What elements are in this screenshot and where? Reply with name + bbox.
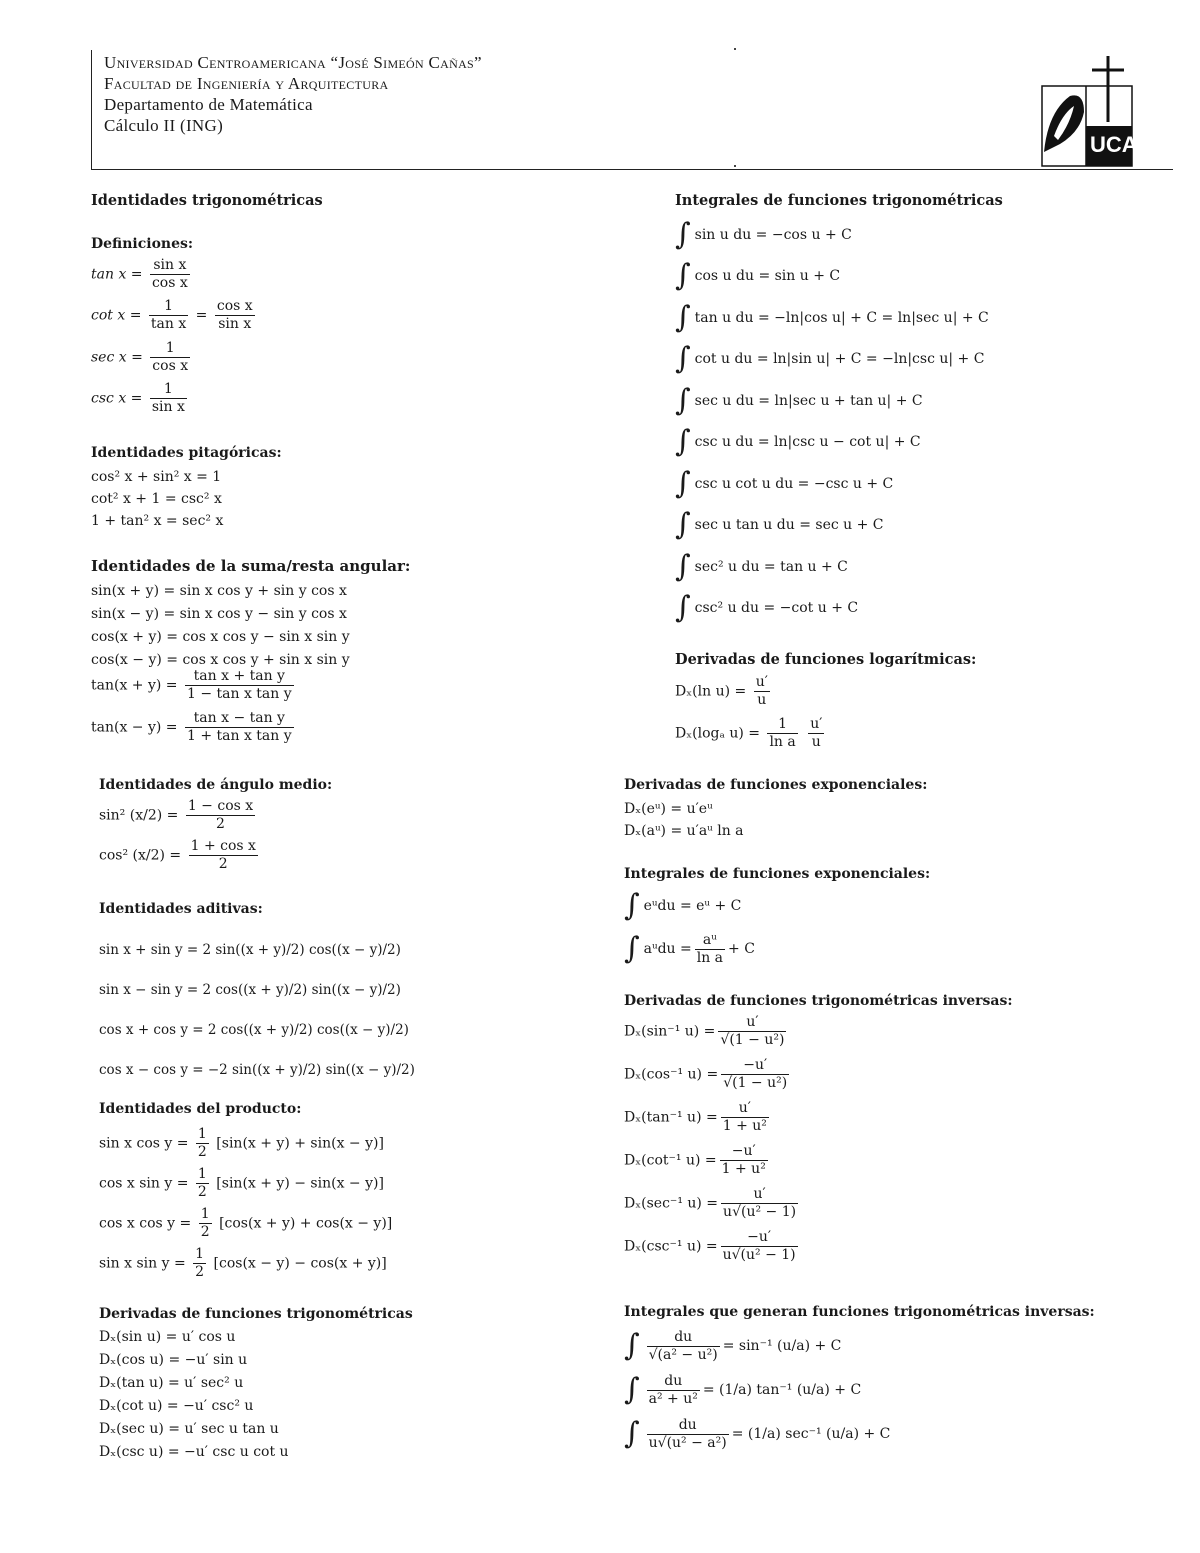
def-tan-frac: $\frac{\text{sin x}}{\text{cos x}}$: [151, 257, 188, 291]
inv-derivative-item: Dₓ(cos⁻¹ u) = $\frac{-u'}{\text{√(1 − u²)}}$: [624, 1057, 788, 1091]
trig-integrals-list: [675, 214, 989, 629]
exp-integrals-title: Integrales de funciones exponenciales:: [624, 866, 931, 882]
sum-diff-title: Identidades de la suma/resta angular:: [91, 557, 411, 575]
inv-integral-item: ∫ $\frac{du}{\text{a² + u²}}$ = (1/a) tan⁻¹ (u/a) + C: [624, 1372, 862, 1407]
additive-list: [99, 930, 415, 1090]
def-tan: tan x = $\frac{\text{sin x}}{\text{cos x}}$: [91, 257, 188, 291]
trig-integral-item: ∫ cos u du = sin u + C: [675, 258, 841, 294]
trig-integral-item: ∫ sin u du = −cos u + C: [675, 216, 852, 252]
header-frame-bottom: [91, 169, 1173, 170]
additive-item: sin x + sin y = 2 sin((x + y)/2) cos((x − y)/2): [99, 942, 401, 958]
inv-derivative-item: Dₓ(sin⁻¹ u) = $\frac{u'}{\text{√(1 − u²)}}$: [624, 1014, 785, 1048]
trig-integral-item: ∫ sec u du = ln|sec u + tan u| + C: [675, 382, 923, 418]
uca-logo: [1040, 52, 1138, 168]
product-item: cos x cos y = $\frac{1}{2}$ [cos(x + y) + cos(x − y)]: [99, 1206, 393, 1240]
inv-integral-item: ∫ $\frac{du}{\text{u√(u² − a²)}}$ = (1/a) sec⁻¹ (u/a) + C: [624, 1416, 891, 1451]
inv-derivatives-list: [624, 1014, 801, 1272]
half-angle-sin: sin² (x/2) = $\frac{\text{1 − cos x}}{2}$: [99, 798, 254, 832]
inv-derivative-item: Dₓ(sec⁻¹ u) = $\frac{u'}{\text{u√(u² − 1)}}$: [624, 1186, 797, 1220]
trig-integral-item: ∫ csc² u du = −cot u + C: [675, 590, 859, 626]
product-item: sin x sin y = $\frac{1}{2}$ [cos(x − y) − cos(x + y)]: [99, 1246, 387, 1280]
pythagorean-item: cos² x + sin² x = 1: [91, 469, 222, 485]
pythagorean-list: [91, 466, 223, 532]
half-angle-cos: cos² (x/2) = $\frac{\text{1 + cos x}}{2}$: [99, 838, 256, 872]
exp-derivatives-list: [624, 798, 744, 842]
header-dot-top: [734, 48, 736, 50]
sum-diff-item: sin(x + y) = sin x cos y + sin y cos x: [91, 583, 347, 599]
product-item: sin x cos y = $\frac{1}{2}$ [sin(x + y) + sin(x − y)]: [99, 1126, 384, 1160]
faculty-name: Facultad de Ingeniería y Arquitectura: [104, 74, 389, 93]
exp-integral-item: ∫ eᵘdu = eᵘ + C: [624, 888, 742, 923]
trig-derivatives-title: Derivadas de funciones trigonométricas: [99, 1306, 413, 1322]
trig-derivative-item: Dₓ(sin u) = u′ cos u: [99, 1329, 236, 1345]
additive-title: Identidades aditivas:: [99, 901, 263, 917]
sum-diff-item: sin(x − y) = sin x cos y − sin y cos x: [91, 606, 347, 622]
pythagorean-item: 1 + tan² x = sec² x: [91, 513, 224, 529]
inv-integrals-title: Integrales que generan funciones trigonométricas inversas:: [624, 1304, 1095, 1320]
exp-derivative-item: Dₓ(aᵘ) = u′aᵘ ln a: [624, 823, 744, 839]
trig-derivative-item: Dₓ(csc u) = −u′ csc u cot u: [99, 1444, 289, 1460]
exp-derivatives-title: Derivadas de funciones exponenciales:: [624, 777, 928, 793]
exp-integral-item: ∫ aᵘdu = $\frac{\text{aᵘ}}{\text{ln a}}$ + C: [624, 931, 755, 966]
trig-integral-item: ∫ csc u cot u du = −csc u + C: [675, 465, 894, 501]
inv-derivative-item: Dₓ(tan⁻¹ u) = $\frac{u'}{\text{1 + u²}}$: [624, 1100, 767, 1134]
trig-derivative-item: Dₓ(cos u) = −u′ sin u: [99, 1352, 248, 1368]
trig-integrals-title: Integrales de funciones trigonométricas: [675, 192, 1003, 209]
product-list: [99, 1126, 392, 1286]
half-angle-title: Identidades de ángulo medio:: [99, 777, 333, 793]
exp-derivative-item: Dₓ(eᵘ) = u′eᵘ: [624, 801, 713, 817]
trig-integral-item: ∫ cot u du = ln|sin u| + C = −ln|csc u| + C: [675, 341, 985, 377]
inv-integrals-list: [624, 1324, 890, 1456]
additive-item: sin x − sin y = 2 cos((x + y)/2) sin((x − y)/2): [99, 982, 401, 998]
trig-derivative-item: Dₓ(cot u) = −u′ csc² u: [99, 1398, 254, 1414]
trig-derivative-item: Dₓ(sec u) = u′ sec u tan u: [99, 1421, 279, 1437]
trig-derivative-item: Dₓ(tan u) = u′ sec² u: [99, 1375, 244, 1391]
sum-diff-item: cos(x + y) = cos x cos y − sin x sin y: [91, 629, 350, 645]
def-cot: cot x = $\frac{1}{\text{tan x}}$ = $\frac{\text{cos x}}{\text{sin x}}$: [91, 298, 253, 332]
header-dot-bottom: [734, 165, 736, 167]
product-title: Identidades del producto:: [99, 1101, 302, 1117]
tan-diff: tan(x − y) = $\frac{\text{tan x − tan y}}{\text{1 + tan x tan y}}$: [91, 710, 292, 744]
trig-integral-item: ∫ sec u tan u du = sec u + C: [675, 507, 884, 543]
department-name: Departamento de Matemática: [104, 95, 313, 114]
exp-integrals-list: [624, 888, 755, 974]
additive-item: cos x − cos y = −2 sin((x + y)/2) sin((x − y)/2): [99, 1062, 415, 1078]
inv-derivative-item: Dₓ(cot⁻¹ u) = $\frac{-u'}{\text{1 + u²}}$: [624, 1143, 766, 1177]
log-derivative-loga: Dₓ(logₐ u) = $\frac{1}{\text{ln a}}$ $\frac{u'}{u}$: [675, 716, 823, 750]
pythagorean-item: cot² x + 1 = csc² x: [91, 491, 222, 507]
def-sec: sec x = $\frac{1}{\text{cos x}}$: [91, 340, 189, 374]
left-main-title: Identidades trigonométricas: [91, 192, 323, 209]
trig-integral-item: ∫ sec² u du = tan u + C: [675, 548, 848, 584]
definitions-title: Definiciones:: [91, 236, 194, 252]
inv-derivatives-title: Derivadas de funciones trigonométricas inversas:: [624, 993, 1013, 1009]
inv-integral-item: ∫ $\frac{du}{\text{√(a² − u²)}}$ = sin⁻¹ (u/a) + C: [624, 1328, 842, 1363]
product-item: cos x sin y = $\frac{1}{2}$ [sin(x + y) − sin(x − y)]: [99, 1166, 384, 1200]
course-name: Cálculo II (ING): [104, 116, 224, 135]
sum-diff-list: [91, 580, 350, 672]
sum-diff-item: cos(x − y) = cos x cos y + sin x sin y: [91, 652, 350, 668]
pythagorean-title: Identidades pitagóricas:: [91, 445, 282, 461]
inv-derivative-item: Dₓ(csc⁻¹ u) = $\frac{-u'}{\text{u√(u² − 1)}}$: [624, 1229, 796, 1263]
logo-text: UCA: [1090, 132, 1138, 157]
log-derivatives-title: Derivadas de funciones logarítmicas:: [675, 651, 977, 668]
university-name: Universidad Centroamericana “José Simeón Cañas”: [104, 53, 482, 72]
def-csc: csc x = $\frac{1}{\text{sin x}}$: [91, 381, 185, 415]
trig-derivatives-list: [99, 1326, 289, 1464]
log-derivative-ln: Dₓ(ln u) = $\frac{u'}{u}$: [675, 674, 768, 708]
header-frame-left: [91, 50, 92, 170]
additive-item: cos x + cos y = 2 cos((x + y)/2) cos((x − y)/2): [99, 1022, 409, 1038]
trig-integral-item: ∫ tan u du = −ln|cos u| + C = ln|sec u| + C: [675, 299, 989, 335]
trig-integral-item: ∫ csc u du = ln|csc u − cot u| + C: [675, 424, 921, 460]
document-header: [104, 52, 482, 136]
tan-sum: tan(x + y) = $\frac{\text{tan x + tan y}}{\text{1 − tan x tan y}}$: [91, 668, 292, 702]
